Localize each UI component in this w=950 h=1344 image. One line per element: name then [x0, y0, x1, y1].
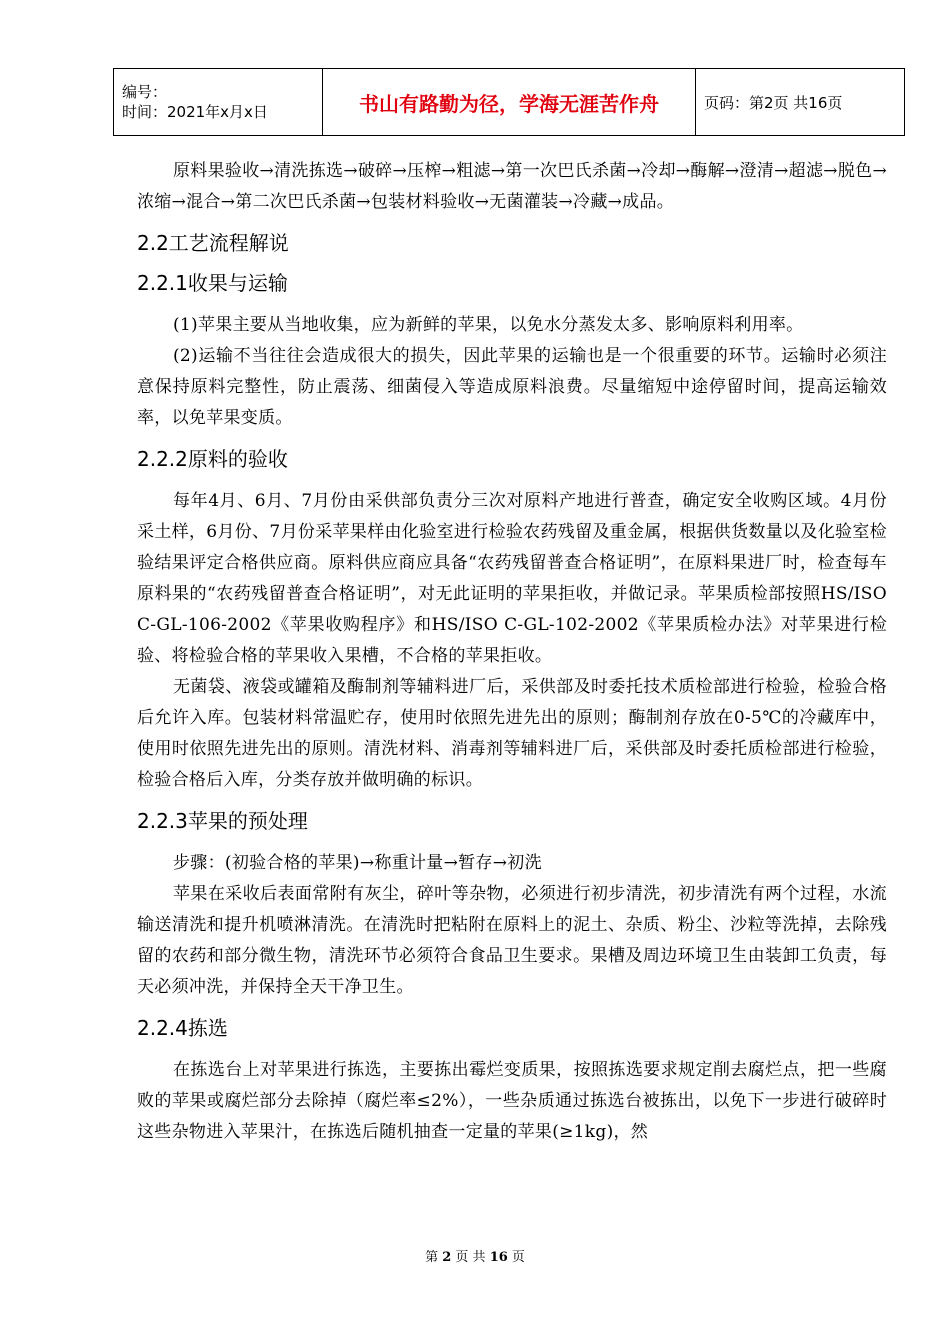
footer-middle: 页 共 [455, 1250, 486, 1265]
document-number-label: 编号： [122, 83, 168, 101]
paragraph-2-2-4-a: 在拣选台上对苹果进行拣选，主要拣出霉烂变质果，按照拣选要求规定削去腐烂点，把一些腐败的苹果或腐烂部分去除掉（腐烂率≤2%），一些杂质通过拣选台被拣出，以免下一步进行破碎时这些杂物进入苹果汁，在拣选后随机抽查一定量的苹果(≥1kg)，然 [137, 1060, 887, 1142]
header-motto: 书山有路勤为径，学海无涯苦作舟 [323, 69, 696, 136]
paragraph-2-2-3-a: 步骤：(初验合格的苹果)→称重计量→暂存→初洗 [173, 853, 542, 873]
section-heading-2-2-1: 2.2.1收果与运输 [137, 271, 288, 295]
document-date-label: 时间：2021年x月x日 [122, 103, 268, 121]
footer-current-page: 2 [442, 1250, 452, 1265]
paragraph-2-2-2-a: 每年4月、6月、7月份由采供部负责分三次对原料产地进行普查，确定安全收购区域。4月份采土样，6月份、7月份采苹果样由化验室进行检验农药残留及重金属，根据供货数量以及化验室检验结果评定合格供应商。原料供应商应具备“农药残留普查合格证明”，在原料果进厂时，检查每车原料果的“农药残留普查合格证明”，对无此证明的苹果拒收，并做记录。苹果质检部按照HS/ISO C-GL-106-2002《苹果收购程序》和HS/ISO C-GL-102-2002《苹果质检办法》对苹果进行检验、将检验合格的苹果收入果槽，不合格的苹果拒收。 [137, 491, 887, 666]
page-header [113, 68, 905, 136]
paragraph-2-2-2-b: 无菌袋、液袋或罐箱及酶制剂等辅料进厂后，采供部及时委托技术质检部进行检验，检验合格后允许入库。包装材料常温贮存，使用时依照先进先出的原则；酶制剂存放在0-5℃的冷藏库中，使用时依照先进先出的原则。清洗材料、消毒剂等辅料进厂后，采供部及时委托质检部进行检验，检验合格后入库，分类存放并做明确的标识。 [137, 677, 887, 790]
section-heading-2-2-4: 2.2.4拣选 [137, 1016, 228, 1040]
section-heading-2-2-3: 2.2.3苹果的预处理 [137, 809, 308, 833]
footer-suffix: 页 [511, 1250, 525, 1265]
paragraph-2-2-3-b: 苹果在采收后表面常附有灰尘，碎叶等杂物，必须进行初步清洗，初步清洗有两个过程，水流输送清洗和提升机喷淋清洗。在清洗时把粘附在原料上的泥土、杂质、粉尘、沙粒等洗掉，去除残留的农药和部分微生物，清洗环节必须符合食品卫生要求。果槽及周边环境卫生由装卸工负责，每天必须冲洗，并保持全天干净卫生。 [137, 884, 887, 997]
footer-total-pages: 16 [489, 1250, 508, 1265]
page-footer [0, 1246, 950, 1265]
process-flow-paragraph: 原料果验收→清洗拣选→破碎→压榨→粗滤→第一次巴氏杀菌→冷却→酶解→澄清→超滤→脱色→浓缩→混合→第二次巴氏杀菌→包装材料验收→无菌灌装→冷藏→成品。 [137, 161, 887, 212]
header-meta [114, 69, 323, 136]
section-heading-2-2: 2.2工艺流程解说 [137, 231, 289, 255]
paragraph-2-2-1-b: (2)运输不当往往会造成很大的损失，因此苹果的运输也是一个很重要的环节。运输时必须注意保持原料完整性，防止震荡、细菌侵入等造成原料浪费。尽量缩短中途停留时间，提高运输效率，以免苹果变质。 [137, 346, 887, 428]
section-heading-2-2-2: 2.2.2原料的验收 [137, 447, 288, 471]
document-body [137, 156, 887, 1148]
header-page-number: 页码：第2页 共16页 [696, 69, 905, 136]
footer-prefix: 第 [425, 1250, 439, 1265]
paragraph-2-2-1-a: (1)苹果主要从当地收集，应为新鲜的苹果，以免水分蒸发太多、影响原料利用率。 [173, 315, 804, 335]
